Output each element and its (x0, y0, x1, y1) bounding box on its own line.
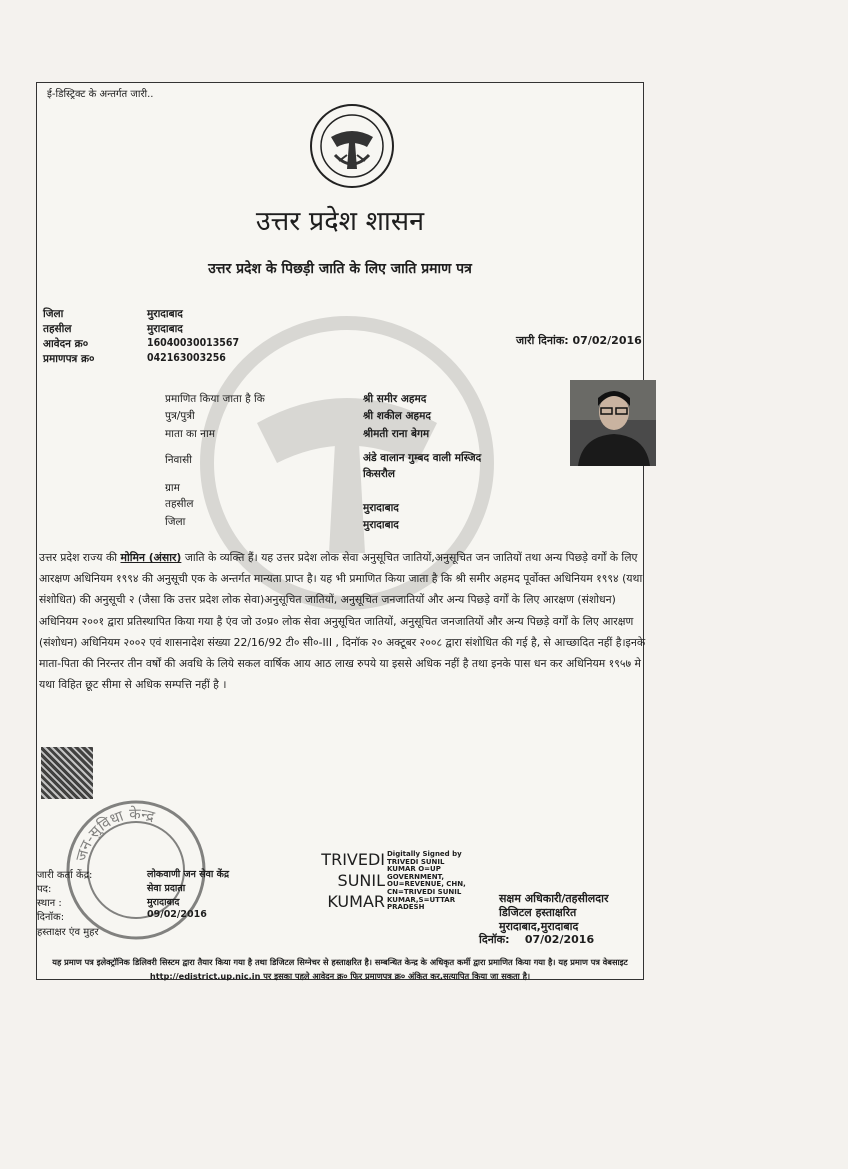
issuer-label-date: दिनॉक: (37, 912, 65, 923)
detail-value-father: श्री शकील अहमद (363, 410, 431, 422)
detail-label-parent: पुत्र/पुत्री (165, 410, 195, 422)
detail-label-village: ग्राम (165, 482, 180, 494)
issuer-label-sign: हस्ताक्षर एंव मुहर (37, 927, 99, 938)
header-note: ई-डिस्ट्रिक्ट के अन्तर्गत जारी.. (47, 89, 154, 100)
authority-sign-type: डिजिटल हस्ताक्षरित (499, 906, 577, 919)
issuer-value-center: लोकवाणी जन सेवा केंद्र (147, 869, 230, 880)
detail-value-name: श्री समीर अहमद (363, 393, 427, 405)
issuer-value-place: मुरादाबाद (147, 897, 180, 908)
seal-text: जन-सुविधा केन्द्र (71, 804, 157, 864)
certificate (36, 82, 644, 980)
page-title: उत्तर प्रदेश शासन (255, 206, 425, 237)
up-emblem-icon (309, 103, 395, 189)
meta-label-application-no: आवेदन क्र० (43, 338, 89, 350)
issue-date: जारी दिनांक: 07/02/2016 (516, 334, 642, 347)
meta-label-tehsil: तहसील (43, 323, 72, 335)
caste-name: मोमिन (अंसार) (120, 551, 182, 564)
detail-label-certified: प्रमाणित किया जाता है कि (165, 393, 265, 405)
authority-date: दिनॉक: 07/02/2016 (479, 933, 595, 946)
issuer-label-place: स्थान : (37, 898, 62, 909)
detail-value-district: मुरादाबाद (363, 519, 399, 531)
meta-value-tehsil: मुरादाबाद (147, 323, 183, 335)
applicant-photo (570, 380, 656, 466)
detail-label-resident: निवासी (165, 454, 192, 466)
meta-value-district: मुरादाबाद (147, 308, 183, 320)
detail-label-district: जिला (165, 516, 186, 528)
qr-code-icon (41, 747, 93, 799)
authority-place: मुरादाबाद,मुरादाबाद (499, 920, 579, 933)
svg-text:जन-सुविधा केन्द्र (72, 805, 158, 863)
digital-signer-name: TRIVEDI SUNIL KUMAR (321, 850, 385, 911)
certificate-body: उत्तर प्रदेश राज्य की मोमिन (अंसार) जाति के व्यक्ति हैं। यह उत्तर प्रदेश लोक सेवा अनुसूचित जातियों,अनुसूचित जन जातियों तथा अन्य पिछड़े वर्गों के लिए आरक्षण अधिनियम १९९४ की अनुसूची एक के अन्तर्गत मान्यता प्राप्त है। यह भी प्रमाणित किया जाता है कि श्री समीर अहमद पूर्वोक्त अधिनियम १९९४ (यथा संशोधित) की अनुसूची २ (जैसा कि उत्तर प्रदेश लोक सेवा)अनुसूचित जातियों, अनुसूचित जनजातियों और अन्य पिछड़े वर्गों के लिए आरक्षण (संशोधन) अधिनियम २००१ द्वारा प्रतिस्थापित किया गया है एंव जो उ०प्र० लोक सेवा अनुसूचित जातियों, अनुसूचित जनजातियों और अन्य पिछड़े वर्गों के लिए आरक्षण (संशोधन) अधिनियम २००२ एवं शासनादेश संख्या 22/16/92 टी० सी०-III , दिनॉक २० अक्टूबर २००८ द्वारा संशोधित की गई है, से आच्छादित नहीं है।इनके माता-पिता की निरन्तर तीन वर्षों की अवधि के लिये सकल वार्षिक आय आठ लाख रुपये या इससे अधिक नहीं है तथा इनके पास धन कर अधिनियम १९५७ मे यथा विहित छूट सीमा से अधिक सम्पत्ति नहीं है । (39, 551, 646, 692)
issuer-label-center: जारी कर्ता केंद्र: (37, 870, 93, 881)
meta-label-certificate-no: प्रमाणपत्र क्र० (43, 353, 95, 365)
certificate-subtitle: उत्तर प्रदेश के पिछड़ी जाति के लिए जाति प्रमाण पत्र (208, 261, 472, 277)
meta-value-application-no: 16040030013567 (147, 337, 240, 349)
detail-value-address: अंडे वालान गुम्बद वाली मस्जिद (363, 452, 482, 464)
detail-label-mother: माता का नाम (165, 428, 215, 440)
authority-title: सक्षम अधिकारी/तहसीलदार (499, 892, 609, 905)
detail-label-tehsil: तहसील (165, 498, 194, 510)
person-photo-icon (570, 380, 656, 466)
meta-label-district: जिला (43, 308, 64, 320)
digital-sign-note: Digitally Signed by TRIVEDI SUNIL KUMAR O=UP GOVERNMENT, OU=REVENUE, CHN, CN=TRIVEDI SUNIL KUMAR,S=UTTAR PRADESH (387, 850, 466, 912)
meta-value-certificate-no: 042163003256 (147, 352, 226, 364)
detail-value-tehsil: मुरादाबाद (363, 502, 399, 514)
issuer-value-post: सेवा प्रदाता (147, 883, 186, 894)
detail-value-address-2: किसरौल (363, 468, 396, 480)
issuer-label-post: पद: (37, 884, 52, 895)
issuer-value-date: 09/02/2016 (147, 909, 207, 920)
detail-value-mother: श्रीमती राना बेगम (363, 428, 430, 440)
footer-note: यह प्रमाण पत्र इलेक्ट्रॉनिक डिलिवरी सिस्टम द्वारा तैयार किया गया है तथा डिजिटल सिग्नेचर से हस्ताक्षरित है। सम्बन्धित केन्द्र के अधिकृत कर्मी द्वारा प्रमाणित किया गया है। यह प्रमाण पत्र वेबसाइट http://edistrict.up.nic.in पर इसका पहले आवेदन क्र० फिर प्रमाणपत्र क्र० अंकित कर,सत्यापित किया जा सकता है। (52, 957, 628, 981)
